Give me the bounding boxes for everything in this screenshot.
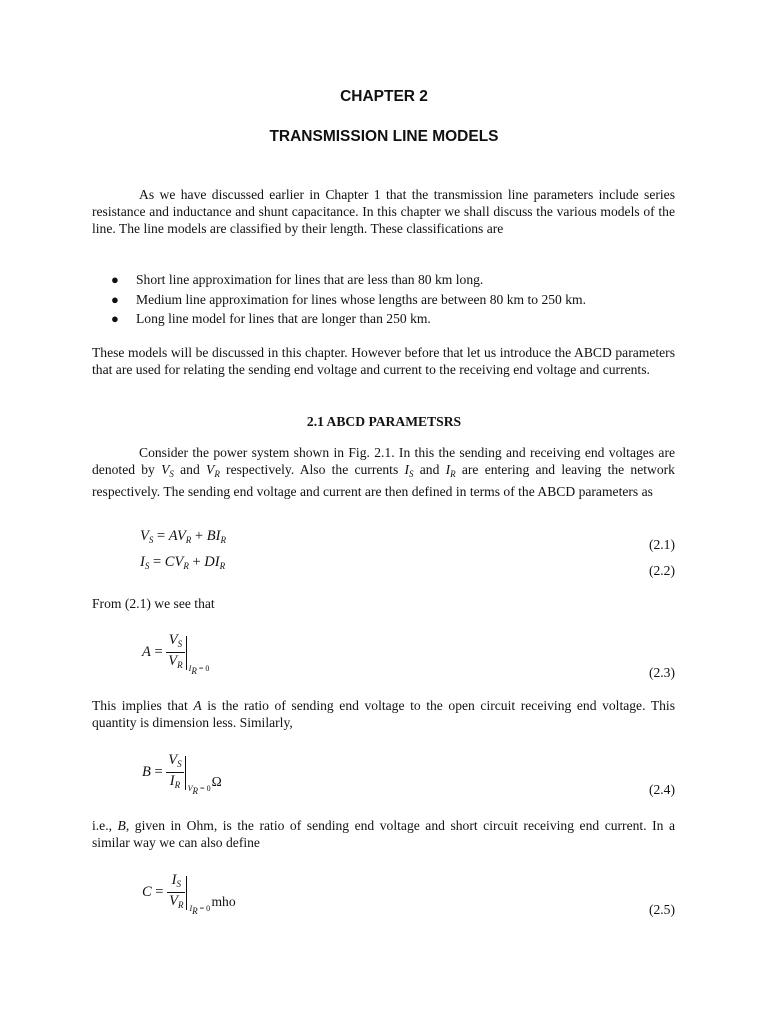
fraction: $\frac{I_S}{V_R}$: [169, 872, 184, 910]
equation-2-2: $I_S = CV_R + DI_R$: [140, 554, 226, 571]
bullet-icon: ●: [111, 291, 119, 307]
models-paragraph: These models will be discussed in this chapter. However before that let us introduce the ABCD parameters that are used for relating the sending end voltage and current to the receiving end voltage and currents.: [92, 345, 675, 377]
list-item: ● Long line model for lines that are longer than 250 km.: [111, 309, 675, 329]
from-text: From (2.1) we see that: [92, 596, 215, 611]
equation-2-5: C = $\frac{I_S}{V_R}$ $I_R = 0$ mho: [142, 872, 236, 916]
fraction: $\frac{V_S}{V_R}$: [168, 632, 183, 670]
bullet-icon: ●: [111, 311, 119, 326]
line-model-list: [111, 270, 675, 329]
equation-number: (2.5): [648, 902, 675, 917]
ohm-unit: Ω: [211, 773, 222, 789]
ratio-b-paragraph: i.e., B, given in Ohm, is the ratio of sending end voltage and short circuit receiving end current. In a similar way we can also define: [92, 818, 676, 850]
equation-2-3: A = $\frac{V_S}{V_R}$ $I_R = 0$: [142, 632, 210, 676]
equation-2-1: $V_S = AV_R + BI_R$: [140, 528, 226, 545]
equation-number: (2.4): [648, 782, 675, 797]
abcd-intro-paragraph: Consider the power system shown in Fig. 2.1. In this the sending and receiving end voltages are denoted by $V_S$ and $V_R$ respectively. Also the currents $I_S$ and $I_R$ are entering and leaving the network respectively. The sending end voltage and current are then defined in terms of the ABCD parameters as: [92, 445, 675, 499]
section-heading: 2.1 ABCD PARAMETSRS: [306, 414, 462, 429]
fraction: $\frac{V_S}{I_R}$: [168, 752, 182, 790]
chapter-label: CHAPTER 2: [340, 88, 428, 105]
list-item: ● Medium line approximation for lines whose lengths are between 80 km to 250 km.: [111, 290, 675, 310]
equation-number: (2.1): [648, 537, 675, 552]
intro-paragraph: As we have discussed earlier in Chapter 1 that the transmission line parameters include series resistance and inductance and shunt capacitance. In this chapter we shall discuss the various models of the line. The line models are classified by their length. These classifications are: [92, 187, 675, 236]
list-item: ● Short line approximation for lines that are less than 80 km long.: [111, 270, 675, 290]
equation-number: (2.2): [648, 563, 675, 578]
chapter-title: TRANSMISSION LINE MODELS: [269, 128, 499, 145]
equation-number: (2.3): [648, 665, 675, 680]
equation-2-4: B = $\frac{V_S}{I_R}$ $V_R = 0$ Ω: [142, 752, 222, 796]
evaluation-bar: $I_R = 0$: [186, 636, 187, 670]
ratio-a-paragraph: This implies that A is the ratio of sending end voltage to the open circuit receiving end voltage. This quantity is dimension less. Similarly,: [92, 698, 675, 730]
bullet-icon: ●: [111, 272, 119, 287]
mho-unit: mho: [211, 893, 236, 909]
evaluation-bar: $V_R = 0$: [185, 756, 186, 790]
evaluation-bar: $I_R = 0$: [186, 876, 187, 910]
